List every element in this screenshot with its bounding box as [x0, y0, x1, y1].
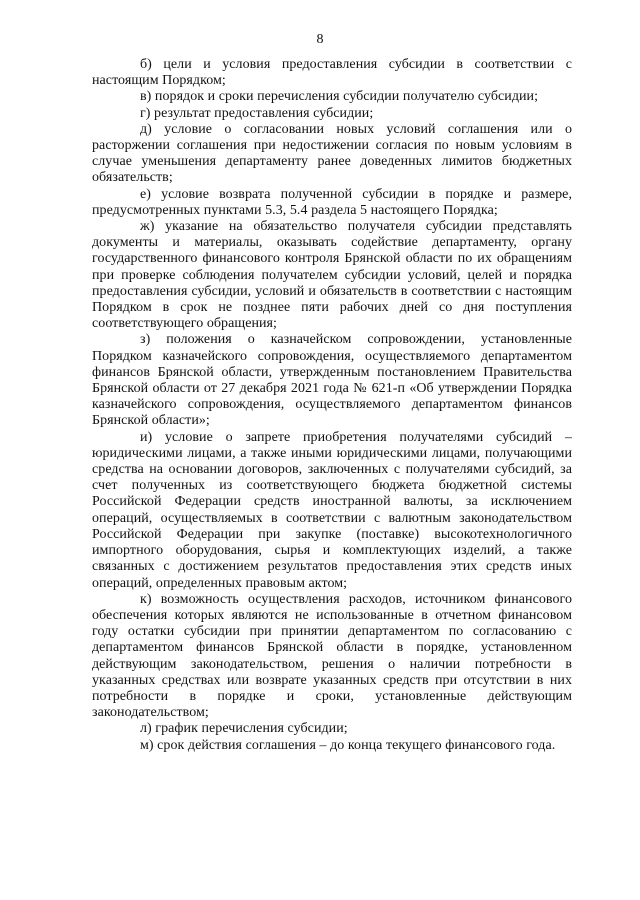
paragraph-k: к) возможность осуществления расходов, источником финансового обеспечения которых являются не использованные в отчетном финансовом году остатки субсидии при принятии департаментом по согласованию с департаментом финансов Брянской области в порядке, установленном действующим законодательством, решения о наличии потребности в указанных средствах или возврате указанных средств при отсутствии в них потребности в порядке и сроки, установленные действующим законодательством;	[92, 591, 572, 721]
paragraph-i: и) условие о запрете приобретения получателями субсидий – юридическими лицами, а также иными юридическими лицами, получающими средства на основании договоров, заключенных с получателями субсидий, за счет полученных из соответствующего бюджета бюджетной системы Российской Федерации средств иностранной валюты, за исключением операций, осуществляемых в соответствии с валютным законодательством Российской Федерации при закупке (поставке) высокотехнологичного импортного оборудования, сырья и комплектующих изделий, а также связанных с достижением результатов предоставления этих средств иных операций, определенных правовым актом;	[92, 429, 572, 591]
paragraph-b: б) цели и условия предоставления субсидии в соответствии с настоящим Порядком;	[92, 57, 572, 89]
paragraph-z: з) положения о казначейском сопровождении, установленные Порядком казначейского сопровождения, осуществляемого департаментом финансов Брянской области, утвержденным постановлением Правительства Брянской области от 27 декабря 2021 года № 621-п «Об утверждении Порядка казначейского сопровождения, осуществляемого департаментом финансов Брянской области»;	[92, 332, 572, 429]
paragraph-g: г) результат предоставления субсидии;	[140, 105, 374, 121]
document-body	[92, 57, 572, 754]
paragraph-d: д) условие о согласовании новых условий соглашения или о расторжении соглашения при недостижении согласия по новым условиям в случае уменьшения департаменту ранее доведенных лимитов бюджетных обязательств;	[92, 121, 572, 186]
paragraph-v: в) порядок и сроки перечисления субсидии получателю субсидии;	[140, 89, 539, 105]
paragraph-l: л) график перечисления субсидии;	[140, 721, 348, 737]
paragraph-e: е) условие возврата полученной субсидии в порядке и размере, предусмотренных пунктами 5.3, 5.4 раздела 5 настоящего Порядка;	[92, 186, 572, 218]
paragraph-m: м) срок действия соглашения – до конца текущего финансового года.	[140, 737, 556, 753]
page-number: 8	[316, 32, 324, 47]
paragraph-zh: ж) указание на обязательство получателя субсидии представлять документы и материалы, оказывать содействие департаменту, органу государственного финансового контроля Брянской области по их обращениям при проверке соблюдения получателем субсидии условий, целей и порядка предоставления субсидии, условий и обязательств в соответствии с настоящим Порядком в срок не позднее пяти рабочих дней со дня поступления соответствующего обращения;	[92, 219, 572, 332]
